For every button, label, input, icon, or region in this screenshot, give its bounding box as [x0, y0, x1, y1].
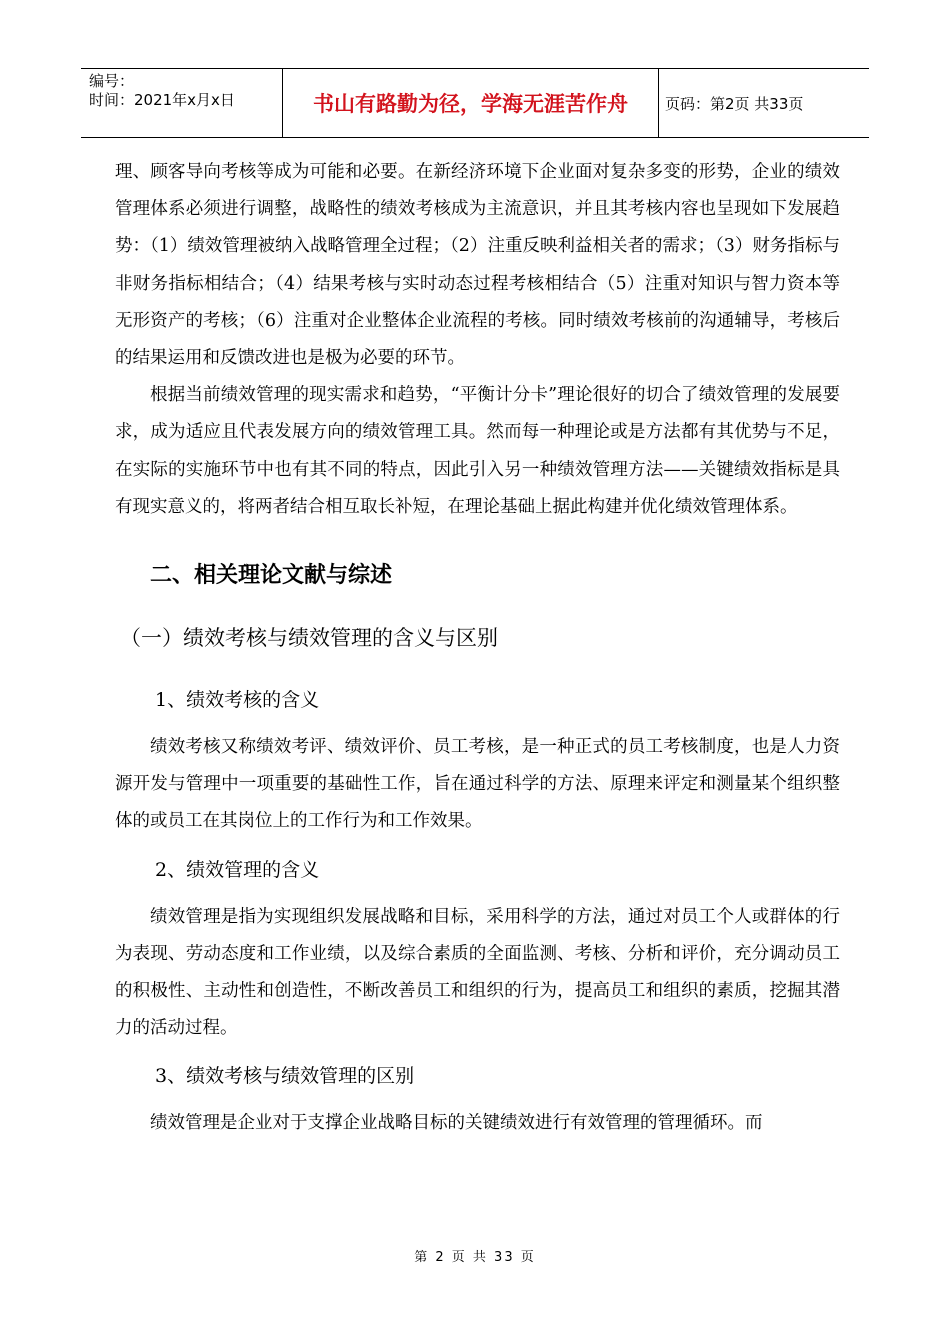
document-time-label: 时间：2021年x月x日: [89, 91, 235, 109]
page-footer: 第 2 页 共 33 页: [414, 1250, 536, 1265]
paragraph-item-2: 绩效管理是指为实现组织发展战略和目标，采用科学的方法，通过对员工个人或群体的行为表现、劳动态度和工作业绩，以及综合素质的全面监测、考核、分析和评价，充分调动员工的积极性、主动性和创造性，不断改善员工和组织的行为，提高员工和组织的素质，挖掘其潜力的活动过程。: [115, 906, 840, 1039]
paragraph-trends: 理、顾客导向考核等成为可能和必要。在新经济环境下企业面对复杂多变的形势，企业的绩效管理体系必须进行调整，战略性的绩效考核成为主流意识，并且其考核内容也呈现如下发展趋势：（1）绩效管理被纳入战略管理全过程；（2）注重反映利益相关者的需求；（3）财务指标与非财务指标相结合；（4）结果考核与实时动态过程考核相结合（5）注重对知识与智力资本等无形资产的考核；（6）注重对企业整体企业流程的考核。同时绩效考核前的沟通辅导，考核后的结果运用和反馈改进也是极为必要的环节。: [115, 162, 840, 369]
header-meta-cell: [81, 69, 283, 137]
document-number-label: 编号：: [89, 72, 135, 90]
paragraph-item-1: 绩效考核又称绩效考评、绩效评价、员工考核，是一种正式的员工考核制度，也是人力资源开发与管理中一项重要的基础性工作，旨在通过科学的方法、原理来评定和测量某个组织整体的或员工在其岗位上的工作行为和工作效果。: [115, 737, 840, 832]
section-heading: 二、相关理论文献与综述: [150, 563, 393, 589]
item-heading-1: 1、绩效考核的含义: [155, 689, 320, 712]
paragraph-item-3: 绩效管理是企业对于支撑企业战略目标的关键绩效进行有效管理的管理循环。而: [150, 1113, 763, 1134]
document-header: [81, 68, 869, 138]
subsection-heading: （一）绩效考核与绩效管理的含义与区别: [120, 626, 498, 651]
paragraph-balanced-scorecard: 根据当前绩效管理的现实需求和趋势，“平衡计分卡”理论很好的切合了绩效管理的发展要求，成为适应且代表发展方向的绩效管理工具。然而每一种理论或是方法都有其优势与不足，在实际的实施环节中也有其不同的特点，因此引入另一种绩效管理方法——关键绩效指标是具有现实意义的，将两者结合相互取长补短，在理论基础上据此构建并优化绩效管理体系。: [115, 385, 840, 517]
header-motto: 书山有路勤为径，学海无涯苦作舟: [283, 69, 659, 137]
header-page-info: 页码：第2页 共33页: [665, 94, 804, 113]
item-heading-3: 3、绩效考核与绩效管理的区别: [155, 1065, 415, 1088]
item-heading-2: 2、绩效管理的含义: [155, 858, 320, 881]
document-body: [115, 154, 840, 1143]
